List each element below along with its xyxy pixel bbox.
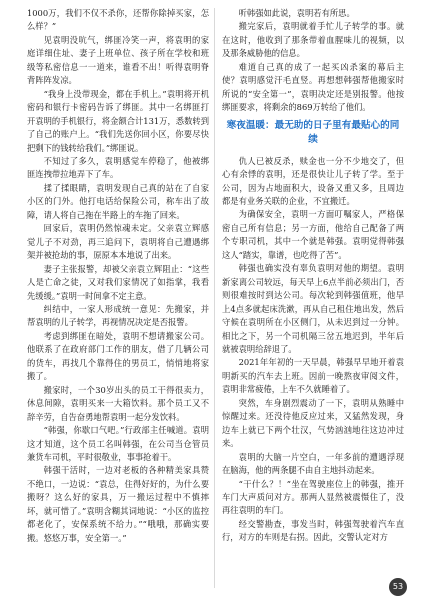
paragraph: 搬完家后，袁明就着手忙儿子转学的事。就在这时，他收到了那条带着血腥味儿的视频，以及那条威胁他的信息。	[222, 21, 404, 59]
section-headline: 寒夜温暖：最无助的日子里有最贴心的同续	[226, 119, 400, 145]
paragraph: 1000万，我们不仅不杀你，还帮你除掉买家，怎么样？”	[27, 8, 209, 32]
right-column	[222, 7, 404, 545]
paragraph: 仇人已被反杀，赎金也一分不少地交了，但心有余悸的袁明，还是很快让儿子转了学。至于公司，因为占地面积大，设备又重又多，且周边都是有业务关联的企业，不宜搬迁。	[222, 155, 404, 206]
left-column	[27, 7, 209, 545]
paragraph: 搬家时，一个30岁出头的员工干得很卖力，休息间隙，袁明买来一大箱饮料。那个员工又不辞辛劳，自告奋勇地帮袁明一起分发饮料。	[27, 384, 209, 422]
paragraph: 纠结中，一家人形成统一意见：先搬家，并帮袁明的儿子转学，再视情况决定是否报警。	[27, 303, 209, 328]
column-divider	[214, 8, 215, 588]
paragraph: “干什么？！”坐在驾驶座位上的韩强，推开车门大声质问对方。那两人显然被震慑住了，没再往袁明的车门。	[222, 478, 404, 516]
paragraph: 2021年年初的一天早晨，韩强早早地开着袁明新买的汽车去上班。因前一晚熬夜审阅文件，袁明非常疲倦，上车不久就睡着了。	[222, 357, 404, 395]
right-column-body-text	[222, 155, 404, 545]
right-column-top-text	[222, 7, 404, 115]
page-number: 53	[389, 578, 407, 596]
paragraph: 韩强干活时，一边对老板的各种精美家具赞不绝口，一边说：“袁总，住得好好的，为什么要搬呀？这么好的家具，万一搬运过程中不慎摔坏，就可惜了。”袁明含糊其词地说：“小区的监控都老化了，安保系统不给力。”“哦哦，那确实要搬。悠悠万事，安全第一。”	[27, 465, 209, 543]
paragraph: 突然，车身剧烈震动了一下，袁明从熟睡中惊醒过来。还没待他反应过来，又猛然发现，身边车上就已下两个壮汉，气势汹汹地往这边冲过来。	[222, 397, 404, 449]
paragraph: 韩强也确实没有辜负袁明对他的期望。袁明新家离公司较远，每天早上6点半前必须出门，否则很难按时到达公司。每次轮到韩强值班，他早上4点多就起床洗漱，再从自己租住地出发，然后守候在袁明所在小区侧门，从未迟到过一分钟。相比之下，另一个司机隔三岔五地迟到，半年后就被袁明给辞退了。	[222, 263, 404, 354]
paragraph: 回家后，袁明仍然惊魂未定。父亲袁立辉感觉儿子不对劲，再三追问下，袁明将自己遭遇绑架并被抢劫的事，原原本本地说了出来。	[27, 223, 209, 261]
paragraph: 听韩强如此说，袁明若有所思。	[238, 8, 355, 18]
paragraph: 难道自己真的成了一起买凶杀案的幕后主使？袁明感觉汗毛直竖。再想想韩强帮他搬家时所说的“安全第一”，袁明决定还是别报警。他按绑匪要求，将剩余的869万转给了他们。	[222, 61, 404, 113]
paragraph: 经交警勘查，事发当时，韩强驾驶着汽车直行，对方的车则是右拐。因此，交警认定对方	[222, 518, 404, 543]
paragraph: “我身上没带现金，都在手机上。”袁明将开机密码和银行卡密码告诉了绑匪。其中一名绑匪打开袁明的手机银行，将金额合计131万，悉数转到了自己的账户上。“我们先送你回小区，你要尽快把剩下的钱转给我们。”绑匪说。	[27, 88, 209, 153]
paragraph: 袁明的大脑一片空白，一年多前的遭遇浮现在脑海，他的两条腿不由自主地抖动起来。	[222, 451, 404, 476]
paragraph: 见袁明没吭气，绑匪冷笑一声，将袁明的家庭详细住址、妻子上班单位、孩子所在学校和班级等私密信息一一道来，谁看不出！听得袁明脊背阵阵发凉。	[27, 34, 209, 86]
paragraph: 不知过了多久，袁明感觉车停稳了，他被绑匪连拽带拉地弄下了车。	[27, 155, 209, 180]
paragraph: 揉了揉眼睛，袁明发现自己真的站在了自家小区的门外。他打电话给保险公司，称车出了故障，请人将自己拖在半路上的车拖了回来。	[27, 182, 209, 220]
paragraph: “韩强，你歇口气吧。”行政部主任喊道。袁明这才知道，这个员工名叫韩强，在公司当仓管员兼货车司机，平时很敬业，事事抢着干。	[27, 425, 209, 462]
paragraph: 为确保安全，袁明一方面叮嘱家人，严格保密自己所有信息；另一方面，他给自己配备了两个专职司机，其中一个就是韩强。袁明觉得韩强这人“踏实，靠谱，也吃得了苦”。	[222, 209, 404, 260]
paragraph: 考虑到绑匪在暗处，袁明不想请搬家公司。他联系了在政府部门工作的朋友，借了几辆公司的货车，再找几个靠得住的男员工，悄悄地将家搬了。	[27, 330, 209, 382]
paragraph: 妻子主张报警，却被父亲袁立辉阻止：“这些人是亡命之徒，又对我们家情况了如指掌，我看先缓缓。”袁明一时间拿不定主意。	[27, 263, 209, 301]
